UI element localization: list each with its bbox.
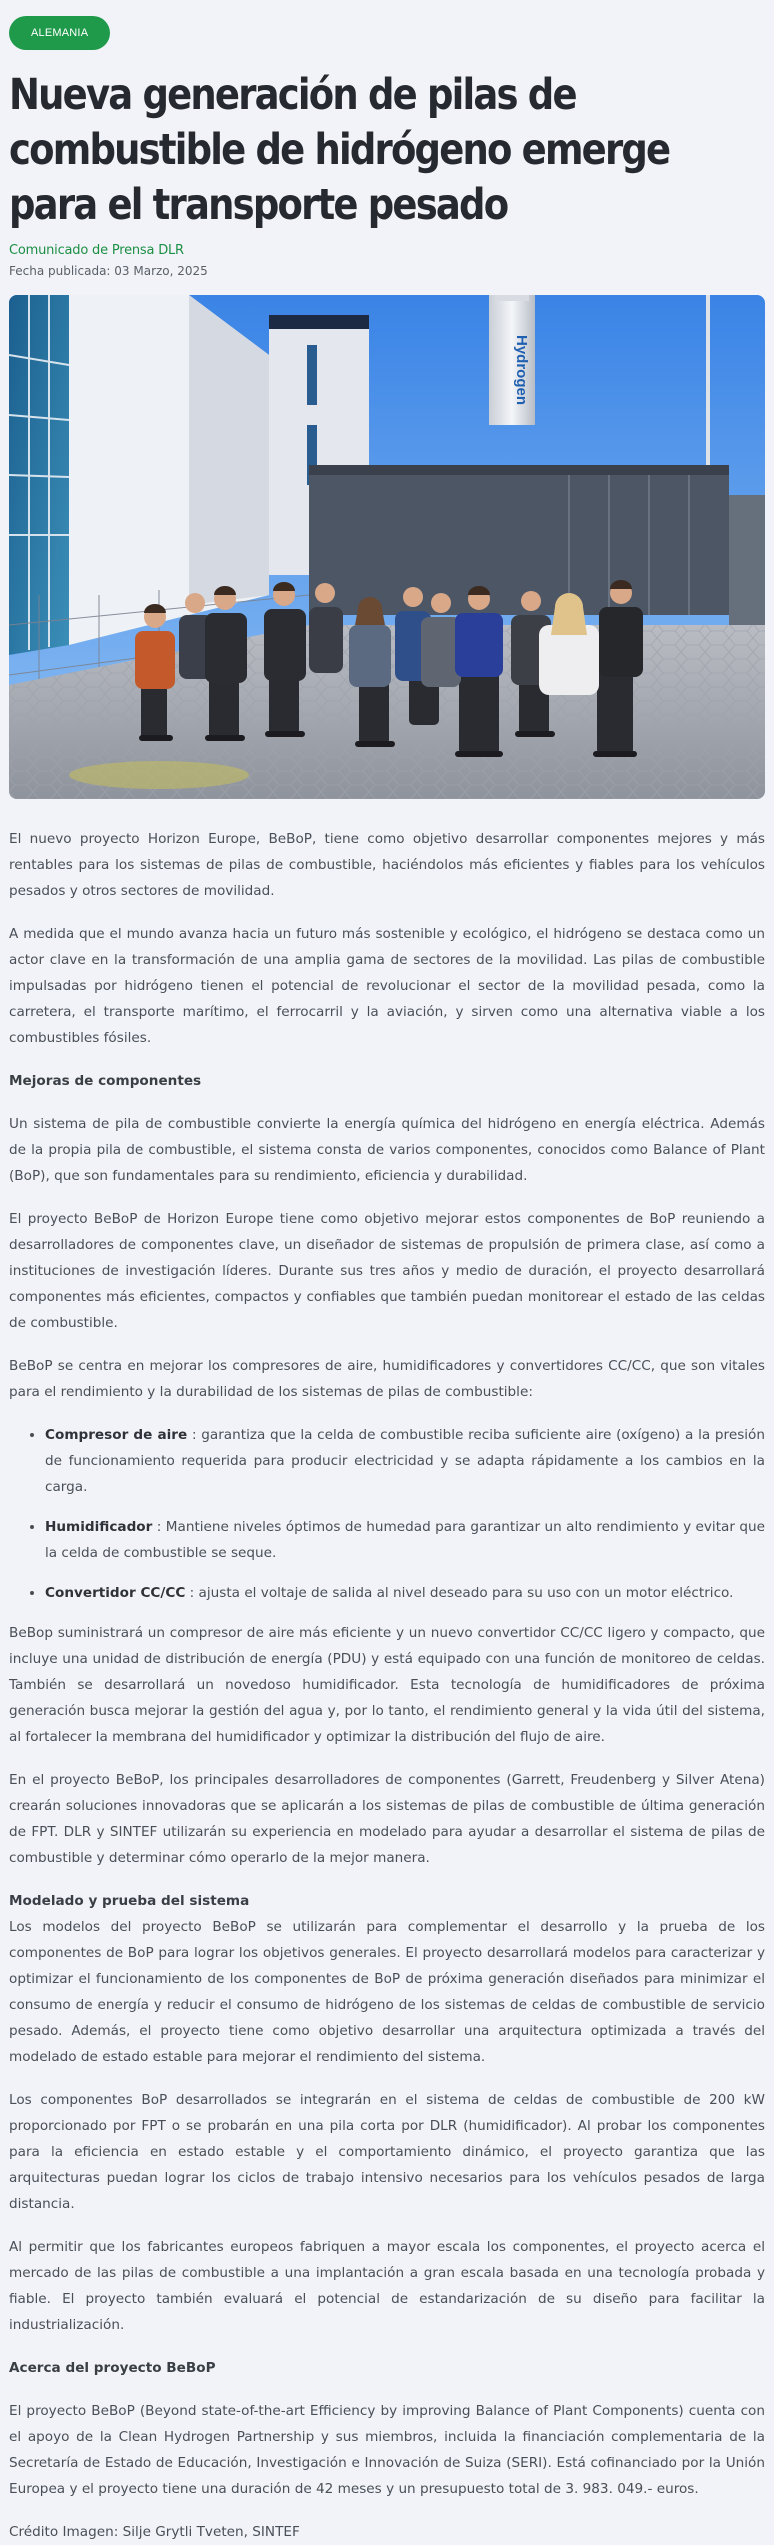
list-item — [45, 1580, 765, 1606]
list-term: Convertidor CC/CC — [45, 1585, 186, 1601]
list-term: Compresor de aire — [45, 1427, 188, 1443]
paragraph: En el proyecto BeBoP, los principales desarrolladores de componentes (Garrett, Freudenberg y Silver Atena) crearán soluciones innovadoras que se aplicarán a los sistemas de pilas de combustible de última generación de FPT. DLR y SINTEF utilizarán su experiencia en modelado para ayudar a desarrollar el sistema de pilas de combustible y determinar cómo operarlo de la mejor manera. — [9, 1772, 765, 1866]
paragraph: Al permitir que los fabricantes europeos fabriquen a mayor escala los componentes, el proyecto acerca el mercado de las pilas de combustible a una implantación a gran escala basada en una tecnología probada y fiable. El proyecto también evaluará el potencial de estandarización de su diseño para facilitar la industrialización. — [9, 2239, 765, 2333]
list-item — [45, 1514, 765, 1566]
paragraph: A medida que el mundo avanza hacia un futuro más sostenible y ecológico, el hidrógeno se destaca como un actor clave en la transformación de una amplia gama de sectores de la movilidad. Las pilas de combustible impulsadas por hidrógeno tienen el potencial de revolucionar el sector de la movilidad pesada, como la carretera, el transporte marítimo, el ferrocarril y la aviación, y sirven como una alternativa viable a los combustibles fósiles. — [9, 926, 765, 1046]
publish-date: Fecha publicada: 03 Marzo, 2025 — [9, 264, 208, 278]
paragraph: El proyecto BeBoP de Horizon Europe tiene como objetivo mejorar estos componentes de BoP reuniendo a desarrolladores de componentes clave, un diseñador de sistemas de propulsión de primera clase, así como a instituciones de investigación líderes. Durante sus tres años y medio de duración, el proyecto desarrollará componentes más eficientes, compactos y confiables que también puedan monitorear el estado de las celdas de combustible. — [9, 1211, 765, 1331]
press-release-source: Comunicado de Prensa DLR — [9, 243, 184, 258]
list-text: : Mantiene niveles óptimos de humedad para garantizar un alto rendimiento y evitar que la celda de combustible se seque. — [45, 1519, 765, 1561]
paragraph: El nuevo proyecto Horizon Europe, BeBoP, tiene como objetivo desarrollar componentes mejores y más rentables para los sistemas de pilas de combustible, haciéndolos más eficientes y fiables para los vehículos pesados y otros sectores de movilidad. — [9, 831, 765, 899]
paragraph: El proyecto BeBoP (Beyond state-of-the-art Efficiency by improving Balance of Plant Components) cuenta con el apoyo de la Clean Hydrogen Partnership y sus miembros, incluida la financiación complementaria de la Secretaría de Estado de Educación, Investigación e Innovación de Suiza (SERI). Está cofinanciado por la Unión Europea y el proyecto tiene una duración de 42 meses y un presupuesto total de 3. 983. 049.- euros. — [9, 2403, 765, 2497]
list-text: : ajusta el voltaje de salida al nivel deseado para su uso con un motor eléctrico. — [185, 1585, 734, 1601]
country-tag[interactable]: ALEMANIA — [9, 16, 110, 50]
article-body — [9, 826, 765, 2545]
hero-image — [9, 295, 765, 799]
paragraph: BeBoP se centra en mejorar los compresores de aire, humidificadores y convertidores CC/CC, que son vitales para el rendimiento y la durabilidad de los sistemas de pilas de combustible: — [9, 1358, 765, 1400]
list-text: : garantiza que la celda de combustible reciba suficiente aire (oxígeno) a la presión de funcionamiento requerida para producir electricidad y se adapta rápidamente a los cambios en la carga. — [45, 1427, 765, 1495]
list-item — [45, 1422, 765, 1500]
list-term: Humidificador — [45, 1519, 153, 1535]
image-credit: Crédito Imagen: Silje Grytli Tveten, SINTEF — [9, 2524, 300, 2540]
paragraph: Los modelos del proyecto BeBoP se utilizarán para complementar el desarrollo y la prueba de los componentes de BoP para lograr los objetivos generales. El proyecto desarrollará modelos para caracterizar y optimizar el funcionamiento de los componentes de BoP de próxima generación diseñados para minimizar el consumo de energía y reducir el consumo de hidrógeno de los sistemas de celdas de combustible de servicio pesado. Además, el proyecto tiene como objetivo desarrollar una arquitectura optimizada a través del modelado de estado estable para mejorar el rendimiento del sistema. — [9, 1919, 765, 2065]
article-title: Nueva generación de pilas de combustible de hidrógeno emerge para el transporte pesado — [9, 70, 670, 230]
section-heading: Mejoras de componentes — [9, 1073, 202, 1089]
component-list — [9, 1422, 765, 1606]
tower-label: Hydrogen — [513, 335, 530, 406]
section-heading: Modelado y prueba del sistema — [9, 1893, 250, 1909]
section-heading: Acerca del proyecto BeBoP — [9, 2360, 216, 2376]
paragraph: Un sistema de pila de combustible convierte la energía química del hidrógeno en energía eléctrica. Además de la propia pila de combustible, el sistema consta de varios componentes, conocidos como Balance of Plant (BoP), que son fundamentales para su rendimiento, eficiencia y durabilidad. — [9, 1116, 765, 1184]
paragraph: Los componentes BoP desarrollados se integrarán en el sistema de celdas de combustible de 200 kW proporcionado por FPT o se probarán en una pila corta por DLR (humidificador). Al probar los componentes para la eficiencia en estado estable y el comportamiento dinámico, el proyecto garantiza que las arquitecturas puedan lograr los ciclos de trabajo intensivo necesarios para los vehículos pesados de larga distancia. — [9, 2092, 765, 2212]
paragraph: BeBop suministrará un compresor de aire más eficiente y un nuevo convertidor CC/CC ligero y compacto, que incluye una unidad de distribución de energía (PDU) y está equipado con una función de monitoreo de celdas. También se desarrollará un novedoso humidificador. Esta tecnología de humidificadores de próxima generación busca mejorar la gestión del agua y, por lo tanto, el rendimiento general y la vida útil del sistema, al fortalecer la membrana del humidificador y optimizar la distribución del flujo de aire. — [9, 1625, 765, 1745]
